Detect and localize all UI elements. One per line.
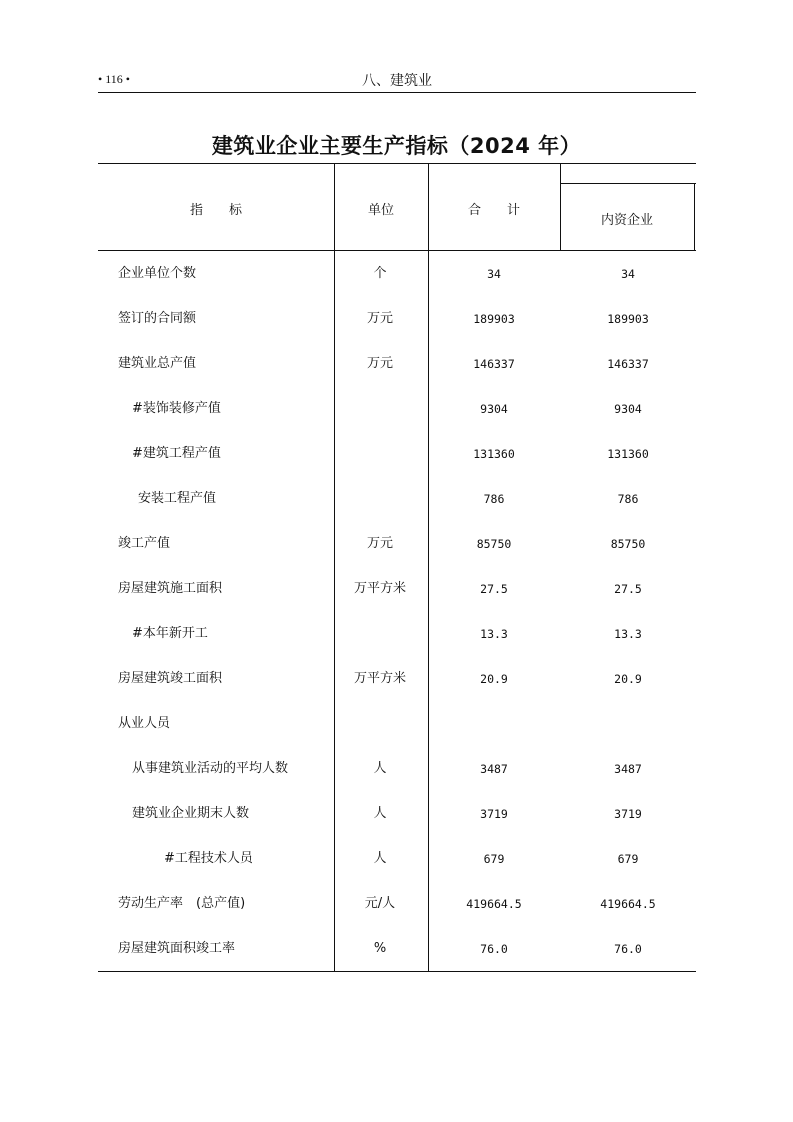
table-header-rule: [98, 250, 696, 251]
page-number: • 116 •: [98, 72, 130, 86]
table-top-rule: [98, 163, 696, 164]
domestic-cell: 13.3: [614, 627, 642, 641]
domestic-cell: 34: [621, 267, 635, 281]
header-divider-right: [694, 183, 695, 250]
domestic-cell: 189903: [607, 312, 649, 326]
domestic-cell: 419664.5: [600, 897, 656, 911]
table-row: [98, 309, 696, 354]
header-divider-domestic: [560, 163, 561, 250]
unit-cell: 万平方米: [353, 581, 406, 596]
header-subrule: [560, 183, 696, 184]
table-row: [98, 759, 696, 804]
total-cell: 146337: [473, 357, 515, 371]
unit-cell: 万元: [366, 311, 393, 326]
indicator-cell: 从事建筑业活动的平均人数: [132, 761, 289, 776]
indicator-cell: #装饰装修产值: [132, 401, 221, 416]
indicator-cell: #工程技术人员: [164, 851, 253, 866]
table-row: [98, 534, 696, 579]
table-row: [98, 624, 696, 669]
total-cell: 3487: [480, 762, 508, 776]
indicator-cell: 签订的合同额: [118, 311, 197, 326]
unit-cell: 万元: [366, 356, 393, 371]
column-header-indicator: 指 标: [189, 203, 242, 218]
unit-cell: 万元: [366, 536, 393, 551]
domestic-cell: 9304: [614, 402, 642, 416]
table-row: [98, 669, 696, 714]
domestic-cell: 131360: [607, 447, 649, 461]
column-header-unit: 单位: [367, 203, 394, 218]
domestic-cell: 85750: [610, 537, 646, 551]
indicator-cell: #建筑工程产值: [132, 446, 221, 461]
table-row: [98, 579, 696, 624]
domestic-cell: 3719: [614, 807, 642, 821]
domestic-cell: 786: [617, 492, 639, 506]
domestic-cell: 679: [617, 852, 639, 866]
indicator-cell: 企业单位个数: [118, 266, 197, 281]
table-row: [98, 264, 696, 309]
indicator-cell: 房屋建筑竣工面积: [118, 671, 223, 686]
indicator-cell: 安装工程产值: [138, 491, 217, 506]
table-title: 建筑业企业主要生产指标（2024 年）: [211, 134, 582, 158]
indicator-cell: 劳动生产率 (总产值): [118, 896, 246, 911]
domestic-cell: 3487: [614, 762, 642, 776]
total-cell: 20.9: [480, 672, 508, 686]
total-cell: 679: [483, 852, 505, 866]
unit-cell: 人: [373, 761, 387, 776]
total-cell: 3719: [480, 807, 508, 821]
indicator-cell: 从业人员: [118, 716, 171, 731]
unit-cell: 万平方米: [353, 671, 406, 686]
domestic-cell: 146337: [607, 357, 649, 371]
total-cell: 27.5: [480, 582, 508, 596]
unit-cell: 个: [373, 266, 387, 281]
total-cell: 419664.5: [466, 897, 522, 911]
domestic-cell: 76.0: [614, 942, 642, 956]
domestic-cell: 27.5: [614, 582, 642, 596]
unit-cell: 元/人: [364, 896, 396, 911]
table-row: [98, 714, 696, 759]
column-header-domestic: 内资企业: [600, 213, 653, 228]
indicator-cell: 房屋建筑施工面积: [118, 581, 223, 596]
total-cell: 13.3: [480, 627, 508, 641]
unit-cell: 人: [373, 851, 387, 866]
table-row: [98, 894, 696, 939]
unit-cell: %: [373, 941, 387, 956]
table-bottom-rule: [98, 971, 696, 972]
running-header: [98, 70, 696, 93]
column-header-total: 合 计: [467, 203, 520, 218]
indicator-cell: #本年新开工: [132, 626, 208, 641]
total-cell: 76.0: [480, 942, 508, 956]
total-cell: 34: [487, 267, 501, 281]
chapter-title: 八、建筑业: [362, 73, 432, 89]
total-cell: 786: [483, 492, 505, 506]
table-row: [98, 354, 696, 399]
total-cell: 9304: [480, 402, 508, 416]
indicator-cell: 建筑业企业期末人数: [132, 806, 250, 821]
indicator-cell: 建筑业总产值: [118, 356, 197, 371]
table-row: [98, 939, 696, 984]
indicator-cell: 竣工产值: [118, 536, 171, 551]
table-row: [98, 849, 696, 894]
indicator-cell: 房屋建筑面积竣工率: [118, 941, 236, 956]
unit-cell: 人: [373, 806, 387, 821]
total-cell: 85750: [476, 537, 512, 551]
total-cell: 131360: [473, 447, 515, 461]
table-row: [98, 399, 696, 444]
table-row: [98, 444, 696, 489]
table-row: [98, 804, 696, 849]
table-row: [98, 489, 696, 534]
domestic-cell: 20.9: [614, 672, 642, 686]
total-cell: 189903: [473, 312, 515, 326]
